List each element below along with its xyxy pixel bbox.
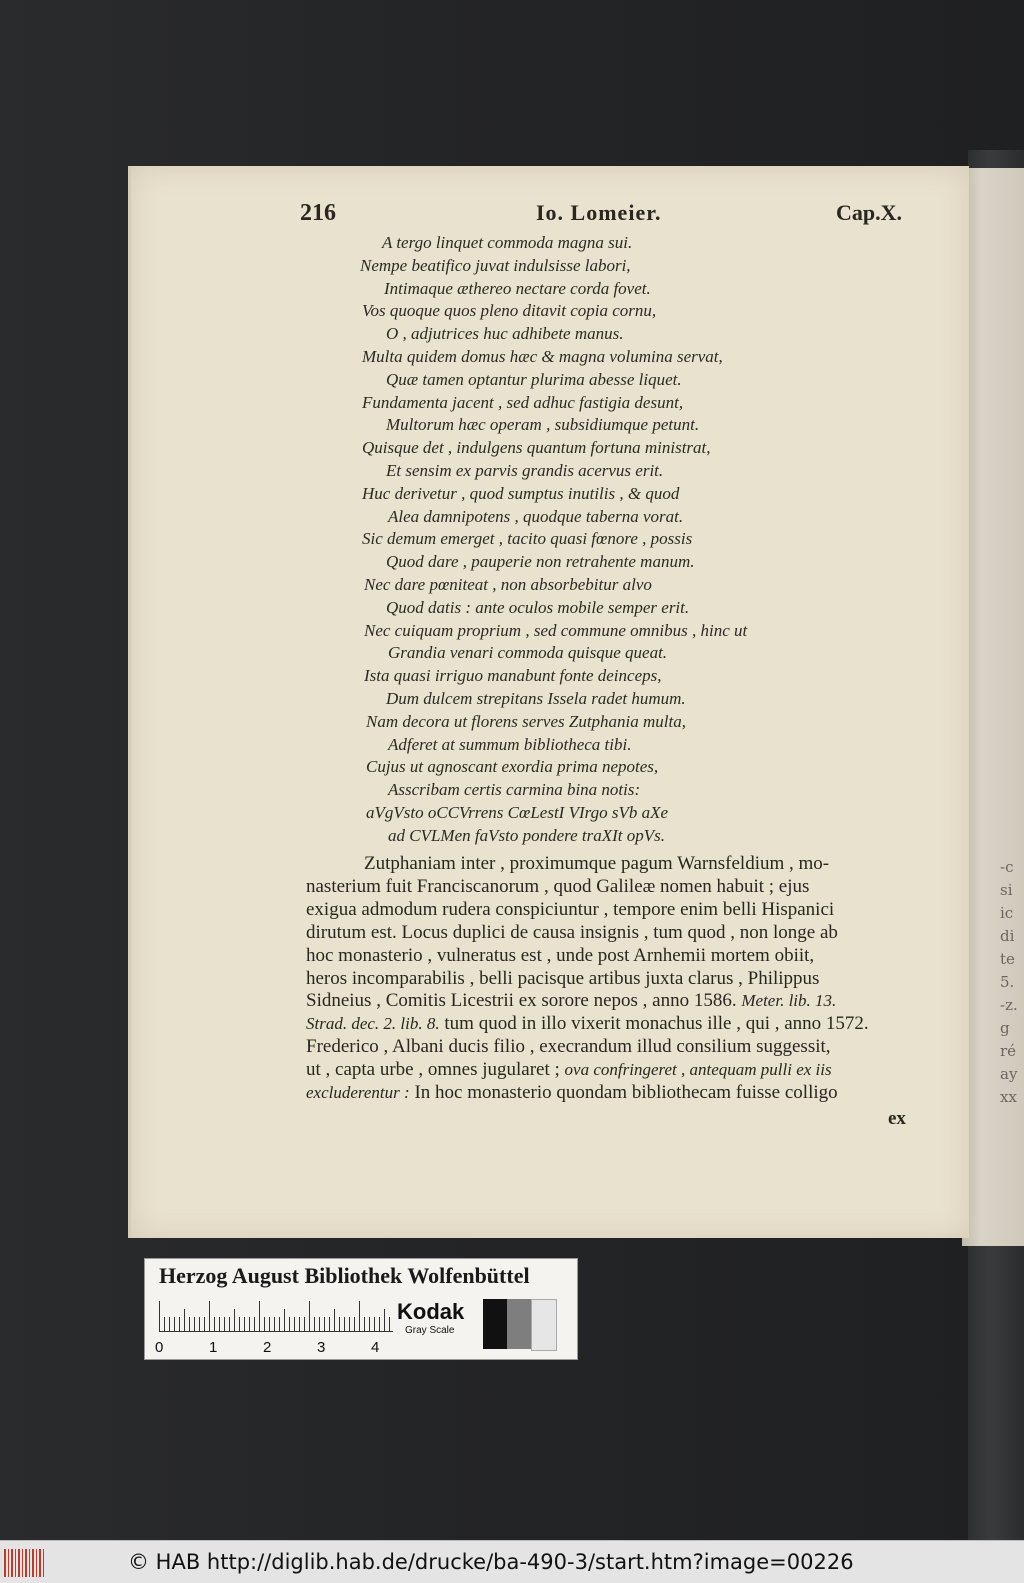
ruler-number: 2 [263, 1339, 272, 1356]
verse-line: Nam decora ut florens serves Zutphania multa, [366, 711, 686, 731]
prose-text: In hoc monasterio quondam bibliothecam fuisse colligo [414, 1082, 838, 1104]
quote-excluderentur: excluderentur : [306, 1083, 410, 1103]
prose-line [306, 1013, 914, 1036]
ruler-tick [289, 1317, 290, 1331]
verse-line: Multorum hæc operam , subsidiumque petunt. [386, 415, 700, 435]
ruler-tick [334, 1309, 335, 1331]
ruler-scale [159, 1299, 393, 1332]
ruler-tick [294, 1317, 295, 1331]
ruler-number: 1 [209, 1339, 218, 1356]
prose-line [306, 1082, 914, 1105]
ruler-tick [244, 1317, 245, 1331]
ruler-tick [214, 1317, 215, 1331]
verse-line: Huc derivetur , quod sumptus inutilis , & quod [362, 483, 680, 503]
facing-page-fragment: 5. [1000, 973, 1015, 991]
library-name: Herzog August Bibliothek Wolfenbüttel [159, 1263, 530, 1288]
verse-line: Quod datis : ante oculos mobile semper erit. [386, 597, 690, 617]
ruler-tick [269, 1317, 270, 1331]
ruler-tick [314, 1317, 315, 1331]
color-calibration-bar [144, 1258, 578, 1360]
ruler-tick [364, 1317, 365, 1331]
facing-page-fragment: -c [1000, 858, 1014, 876]
verse-line: Quod dare , pauperie non retrahente manum. [386, 552, 695, 572]
prose-line: heros incomparabilis , belli pacisque artibus juxta clarus , Philippus [306, 967, 820, 989]
verse-line: Intimaque æthereo nectare corda fovet. [384, 278, 651, 298]
catchword: ex [888, 1108, 906, 1129]
citation-strada: Strad. dec. 2. lib. 8. [306, 1014, 440, 1034]
ruler-tick [299, 1317, 300, 1331]
swatch-black [483, 1299, 507, 1349]
ruler-tick [384, 1309, 385, 1331]
ruler-tick [189, 1317, 190, 1331]
prose-line [306, 990, 914, 1013]
prose-text: ut , capta urbe , omnes jugularet ; [306, 1059, 560, 1081]
ruler-tick [369, 1317, 370, 1331]
verse-line: Fundamenta jacent , sed adhuc fastigia desunt, [362, 392, 684, 412]
facing-page-fragment: di [1000, 927, 1015, 945]
ruler-tick [164, 1317, 165, 1331]
ruler-tick [174, 1317, 175, 1331]
ruler-tick [309, 1301, 310, 1331]
chapter-label: Cap.X. [836, 200, 903, 225]
ruler-tick [304, 1317, 305, 1331]
verse-line: Multa quidem domus hæc & magna volumina servat, [362, 346, 723, 366]
ruler-tick [239, 1317, 240, 1331]
ruler-tick [229, 1317, 230, 1331]
ruler-tick [224, 1317, 225, 1331]
ruler-tick [204, 1317, 205, 1331]
prose-line: Zutphaniam inter , proximumque pagum Warnsfeldium , mo- [364, 853, 830, 874]
ruler-tick [169, 1317, 170, 1331]
ruler-tick [274, 1317, 275, 1331]
ruler-tick [329, 1317, 330, 1331]
footer-link[interactable]: © HAB http://diglib.hab.de/drucke/ba-490-3/start.htm?image=00226 [128, 1550, 854, 1574]
facing-page-fragment: te [1000, 950, 1015, 968]
facing-page-fragment: ay [1000, 1065, 1018, 1083]
ruler-tick [249, 1317, 250, 1331]
ruler-tick [279, 1317, 280, 1331]
ruler-tick [359, 1301, 360, 1331]
page-number: 216 [300, 200, 336, 226]
verse-line: Quæ tamen optantur plurima abesse liquet. [386, 369, 682, 389]
verse-line: Nec dare pœniteat , non absorbebitur alvo [364, 574, 652, 594]
prose-line [306, 1059, 914, 1082]
facing-page-fragment: xx [1000, 1088, 1017, 1106]
quote-ova: ova confringeret , antequam pulli ex iis [564, 1060, 832, 1080]
ruler-tick [219, 1317, 220, 1331]
swatch-gray [507, 1299, 531, 1349]
ruler-tick [209, 1301, 210, 1331]
chronogram-line: ad CVLMen faVsto pondere traXIt opVs. [388, 825, 666, 845]
facing-page-fragment: ré [1000, 1042, 1017, 1060]
footer-bar [0, 1540, 1024, 1583]
ruler-tick [254, 1317, 255, 1331]
ruler-tick [344, 1317, 345, 1331]
facing-page-fragment: si [1000, 881, 1013, 899]
prose-text: Sidneius , Comitis Licestrii ex sorore nepos , anno 1586. [306, 990, 737, 1012]
barcode-icon [4, 1549, 44, 1577]
verse-line: Asscribam certis carmina bina notis: [388, 780, 641, 800]
prose-line: Frederico , Albani ducis filio , execrandum illud consilium suggessit, [306, 1036, 831, 1058]
gray-scale-label: Gray Scale [405, 1325, 455, 1336]
ruler-tick [194, 1317, 195, 1331]
prose-line: nasterium fuit Franciscanorum , quod Galileæ nomen habuit ; ejus [306, 875, 810, 897]
ruler-number: 3 [317, 1339, 326, 1356]
verse-line: Dum dulcem strepitans Issela radet humum. [386, 688, 686, 708]
citation-meteren: Meter. lib. 13. [741, 991, 837, 1011]
running-title: Io. Lomeier. [536, 200, 662, 225]
verse-line: Et sensim ex parvis grandis acervus erit. [386, 460, 664, 480]
prose-line: exigua admodum rudera conspiciuntur , tempore enim belli Hispanici [306, 898, 835, 920]
facing-page-fragment: -z. [1000, 996, 1018, 1014]
verse-line: Ista quasi irriguo manabunt fonte deinceps, [364, 666, 662, 686]
chronogram-line: aVgVsto oCCVrrens CœLestI VIrgo sVb aXe [366, 802, 669, 822]
verse-line: Nempe beatifico juvat indulsisse labori, [360, 255, 631, 275]
ruler-tick [319, 1317, 320, 1331]
poem-block [300, 232, 940, 848]
facing-page-edge [962, 168, 1024, 1246]
ruler-tick [389, 1317, 390, 1331]
verse-line: Grandia venari commoda quisque queat. [388, 643, 668, 663]
prose-line: hoc monasterio , vulneratus est , unde post Arnhemii mortem obiit, [306, 944, 815, 966]
ruler-tick [179, 1317, 180, 1331]
ruler-tick [349, 1317, 350, 1331]
facing-page-fragment: g [1000, 1019, 1010, 1037]
verse-line: Sic demum emerget , tacito quasi fœnore , possis [362, 529, 693, 549]
ruler-tick [259, 1301, 260, 1331]
verse-line: Nec cuiquam proprium , sed commune omnibus , hinc ut [364, 620, 748, 640]
ruler-tick [159, 1301, 160, 1331]
ruler-tick [354, 1317, 355, 1331]
prose-line: dirutum est. Locus duplici de causa insignis , tum quod , non longe ab [306, 921, 838, 943]
verse-line: A tergo linquet commoda magna sui. [382, 233, 633, 252]
verse-line: Adferet at summum bibliotheca tibi. [388, 734, 632, 754]
ruler-tick [379, 1317, 380, 1331]
ruler-tick [284, 1309, 285, 1331]
prose-text: tum quod in illo vixerit monachus ille , qui , anno 1572. [444, 1013, 869, 1035]
verse-line: Vos quoque quos pleno ditavit copia cornu, [362, 301, 657, 321]
page-header [0, 200, 1024, 234]
verse-line: O , adjutrices huc adhibete manus. [386, 324, 624, 344]
verse-line: Cujus ut agnoscant exordia prima nepotes, [366, 757, 659, 777]
swatch-white [531, 1299, 557, 1351]
prose-block [306, 853, 914, 1105]
kodak-logo: Kodak [397, 1299, 465, 1324]
facing-page-fragment: ic [1000, 904, 1014, 922]
ruler-number: 4 [371, 1339, 380, 1356]
ruler-tick [184, 1309, 185, 1331]
verse-line: Quisque det , indulgens quantum fortuna ministrat, [362, 438, 711, 458]
ruler-number: 0 [155, 1339, 164, 1356]
ruler-tick [234, 1309, 235, 1331]
ruler-tick [264, 1317, 265, 1331]
verse-line: Alea damnipotens , quodque taberna vorat. [388, 506, 684, 526]
ruler-tick [199, 1317, 200, 1331]
ruler-tick [339, 1317, 340, 1331]
ruler-tick [324, 1317, 325, 1331]
ruler-tick [374, 1317, 375, 1331]
